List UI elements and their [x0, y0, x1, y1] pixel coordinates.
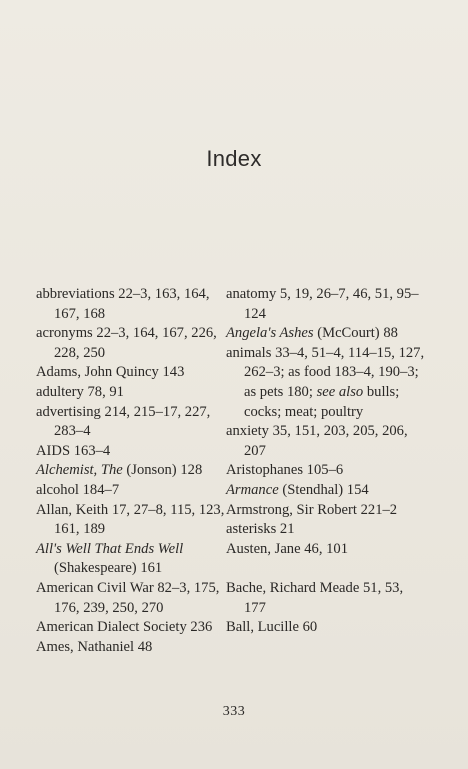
index-entry: Armance (Stendhal) 154: [226, 481, 369, 498]
index-heading: Index: [206, 146, 262, 171]
index-entry: acronyms 22–3, 164, 167, 226, 228, 250: [36, 325, 217, 361]
index-entry: adultery 78, 91: [36, 383, 124, 400]
index-entry: Ames, Nathaniel 48: [36, 638, 153, 655]
page-number: 333: [222, 704, 246, 719]
index-entry: Angela's Ashes (McCourt) 88: [226, 325, 398, 342]
index-entry: All's Well That Ends Well (Shakespeare) 161: [36, 540, 184, 577]
index-column-right: [226, 285, 426, 638]
index-entry: abbreviations 22–3, 163, 164, 167, 168: [36, 286, 210, 322]
index-entry: American Dialect Society 236: [36, 619, 213, 636]
index-entry: animals 33–4, 51–4, 114–15, 127, 262–3; as food 183–4, 190–3; as pets 180; see also bulls; cocks; meat; poultry: [226, 344, 425, 420]
index-entry: Austen, Jane 46, 101: [226, 540, 349, 557]
index-entry: anatomy 5, 19, 26–7, 46, 51, 95–124: [226, 286, 419, 322]
index-entry: Allan, Keith 17, 27–8, 115, 123, 161, 189: [36, 501, 225, 538]
index-entry: Armstrong, Sir Robert 221–2: [226, 501, 398, 518]
index-entry: alcohol 184–7: [36, 481, 120, 498]
index-entry: asterisks 21: [226, 521, 295, 538]
index-entry: American Civil War 82–3, 175, 176, 239, 250, 270: [36, 579, 220, 616]
index-column-left: [36, 285, 236, 657]
index-entry: Bache, Richard Meade 51, 53, 177: [226, 579, 404, 616]
index-entry: Ball, Lucille 60: [226, 619, 318, 636]
index-entry: anxiety 35, 151, 203, 205, 206, 207: [226, 423, 408, 459]
index-entry: Adams, John Quincy 143: [36, 364, 185, 381]
index-entry: Aristophanes 105–6: [226, 462, 344, 479]
index-entry: advertising 214, 215–17, 227, 283–4: [36, 403, 211, 440]
index-entry: Alchemist, The (Jonson) 128: [36, 462, 203, 479]
index-entry: AIDS 163–4: [36, 442, 111, 459]
